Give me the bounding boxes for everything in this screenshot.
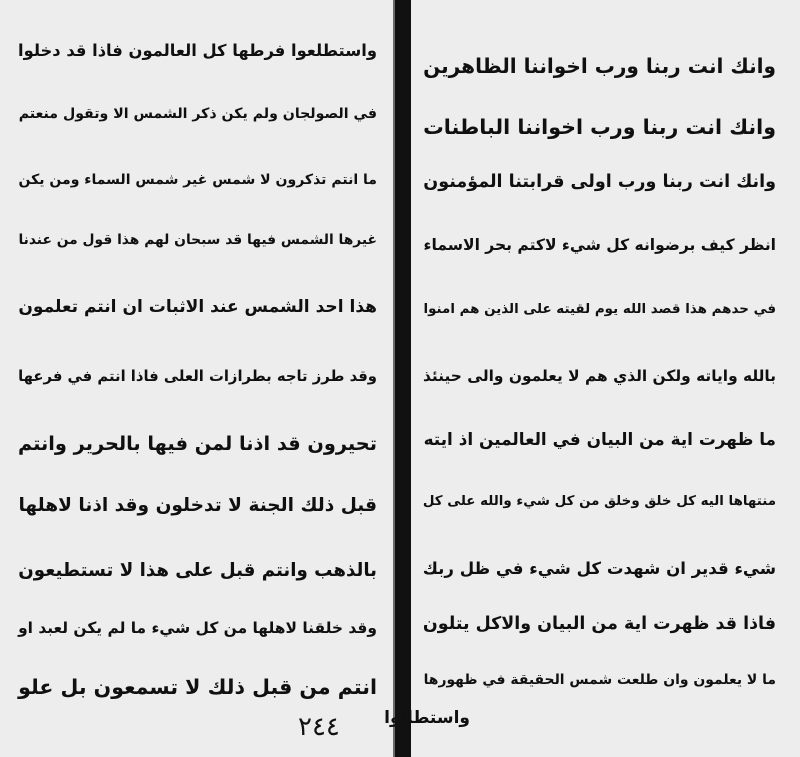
page-number: ٢٤٤	[298, 712, 340, 742]
left-line-4: غيرها الشمس فيها قد سبحان لهم هذا قول من عندنا	[18, 232, 377, 248]
right-line-1: وانك انت ربنا ورب اخواننا الظاهرين	[423, 54, 776, 78]
right-page	[384, 0, 800, 757]
right-line-11: ما لا يعلمون وان طلعت شمس الحقيقة في ظهورها	[423, 672, 776, 688]
margin-note: واستطالوا	[384, 708, 470, 728]
book-gutter	[395, 0, 411, 757]
left-line-7: تحيرون قد اذنا لمن فيها بالحرير وانتم	[18, 432, 377, 455]
left-line-8: قبل ذلك الجنة لا تدخلون وقد اذنا لاهلها	[18, 495, 377, 516]
right-line-8: منتهاها اليه كل خلق وخلق من كل شيء والله على كل	[422, 494, 776, 509]
left-line-9: بالذهب وانتم قبل على هذا لا تستطيعون	[18, 560, 377, 581]
left-line-11: انتم من قبل ذلك لا تسمعون بل علو	[18, 675, 377, 699]
right-line-5: في حدهم هذا قصد الله يوم لقيته على الذين هم امنوا	[423, 302, 776, 317]
right-line-3: وانك انت ربنا ورب اولى قرابتنا المؤمنون	[423, 172, 776, 192]
right-line-10: فاذا قد ظهرت اية من البيان والاكل يتلون	[422, 614, 776, 634]
left-line-6: وقد طرز تاجه بطرازات العلى فاذا انتم في فرعها	[18, 368, 377, 385]
left-line-3: ما انتم تذكرون لا شمس غير شمس السماء ومن يكن	[18, 172, 377, 188]
left-line-5: هذا احد الشمس عند الاثبات ان انتم تعلمون	[18, 297, 377, 317]
right-line-7: ما ظهرت اية من البيان في العالمين اذ ايته	[423, 429, 776, 449]
left-line-10: وقد خلقنا لاهلها من كل شيء ما لم يكن لعبد او	[18, 619, 377, 637]
left-line-1: واستطلعوا فرطها كل العالمون فاذا قد دخلوا	[18, 41, 377, 60]
left-line-2: في الصولجان ولم يكن ذكر الشمس الا وتقول منعتم	[18, 106, 377, 122]
right-line-4: انظر كيف برضوانه كل شيء لاكتم بحر الاسماء	[423, 236, 776, 254]
right-line-6: بالله واياته ولكن الذي هم لا يعلمون والى حينئذ	[423, 367, 776, 385]
right-line-9: شيء قدير ان شهدت كل شيء في ظل ربك	[422, 559, 776, 578]
left-page	[0, 0, 395, 757]
right-line-2: وانك انت ربنا ورب اخواننا الباطنات	[423, 115, 776, 139]
